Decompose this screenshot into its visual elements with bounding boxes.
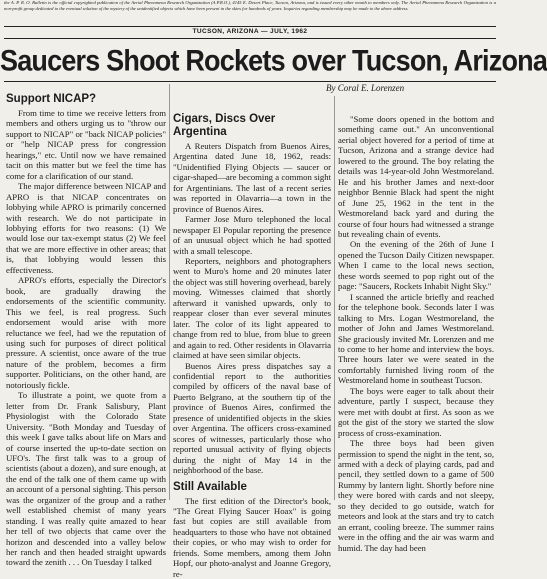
- paragraph: A Reuters Dispatch from Buenos Aires, Argentina dated June 18, 1962, reads: "Unidentified Flying Objects — saucer or cigar-shaped—are becoming a common sight for Argentinians. The last of a recent series was reported in Olavarria—a town in the province of Buenos Aires.: [173, 141, 331, 214]
- headline: Saucers Shoot Rockets over Tucson, Arizona: [0, 42, 500, 81]
- masthead-note: the A. P. R. O. Bulletin is the official copyrighted publication of the Aerial Phenomena Research Organization (A.P.R.O.), 4145 E. Desert Place, Tucson, Arizona, and is issued every other month to members only. The Aerial Phenomena Research Organization is a non-profit group dedicated to the eventual solution of the mystery of the unidentified objects which have been present in the skies for hundreds of years. Inquiries regarding membership may be made to the above address.: [4, 0, 496, 26]
- article-support-nicap: [6, 93, 166, 500]
- paragraph: On the evening of the 26th of June I opened the Tucson Daily Citizen newspaper. When I came to the local news section, these words seemed to pop right out of the page: "Saucers, Rockets Inhabit Night Sky.": [338, 239, 494, 291]
- paragraph: Farmer Jose Muro telephoned the local newspaper El Popular reporting the presence of an unusual object which he had spotted with a small telescope.: [173, 214, 331, 256]
- article-cigars-discs: [173, 113, 331, 500]
- paragraph: The boys were eager to talk about their adventure, partly I suspect, because they were met with doubt at first. As soon as we got the gist of the story we started the slow process of cross-examination.: [338, 386, 494, 438]
- section-title: Cigars, Discs Over Argentina: [173, 113, 331, 139]
- paragraph: From time to time we receive letters from members and others urging us to "throw our support to NICAP" or "back NICAP policies" or "help NICAP press for congression hearings," etc. Until now we have remained tacit on this matter but we feel the time has come for a clarification of our stand.: [6, 108, 166, 181]
- column-divider: [169, 84, 170, 500]
- issue-divider: [4, 38, 496, 39]
- article-body: [173, 141, 331, 476]
- article-body: [338, 114, 494, 553]
- article-body: [173, 496, 331, 579]
- paragraph: To illustrate a point, we quote from a letter from Dr. Frank Salisbury, Plant Physiologist with the Colorado State University. "Both Monday and Tuesday of this week I gave talks about life on Mars and of course inserted the up-to-date section on UFO's. The first talk was to a group of scientists (about a dozen), and sure enough, at the end of the talk one of them came up with an account of a personal sighting. This person was the organizer of the group and a rather well established chemist of many years standing. I was really quite amazed to hear her tell of two objects that came over the horizon and descended into a valley below her ranch and then headed straight upwards toward the zenith . . . On Tuesday I talked: [6, 390, 166, 568]
- section-title: Still Available: [173, 481, 331, 494]
- article-body: [6, 108, 166, 568]
- paragraph: Buenos Aires press dispatches say a confidential report to the authorities compiled by officers of the naval base of Puerto Belgrano, at the southern tip of the province of Buenos Aires, confirmed the presence of unidentified objects in the skies over Argentina. The officers cross-examined scores of witnesses, particularly those who reported unusual activity of flying objects during the night of May 14 in the neighborhood of the base.: [173, 361, 331, 476]
- byline: By Coral E. Lorenzen: [326, 83, 404, 93]
- headline-divider: [4, 81, 496, 82]
- paragraph: APRO's efforts, especially the Director's book, are gradually drawing the endorsements of the scientific community. This we feel, is real progress. Such endorsement would arise with more reluctance we feel, had we the reputation of using such for purposes of direct political pressure. A scientist, once aware of the true nature of the problem, becomes a firm supporter. Politicians, on the other hand, are notoriously fickle.: [6, 275, 166, 390]
- paragraph: The major difference between NICAP and APRO is that NICAP concentrates on lobbying while APRO is primarily concerned with research. We do not participate in lobbying efforts for two reasons: (1) We would lose our tax-exempt status (2) We feel that we are more effective in other areas; that is, that lobbying would lessen this effectiveness.: [6, 181, 166, 275]
- article-saucers-shoot-rockets: [338, 114, 494, 500]
- issue-line: TUCSON, ARIZONA — JULY, 1962: [0, 27, 500, 37]
- paragraph: Reporters, neighbors and photographers went to Muro's home and 20 minutes later the object was still hovering overhead, barely moving. Witnesses claimed that shortly afterward it vanished upwards, only to reappear closer than ever several minutes later. The color of its light appeared to change from red to blue, from blue to green and again to red. Other residents in Olavarria claimed at have seen similar objects.: [173, 256, 331, 361]
- paragraph: The three boys had been given permission to spend the night in the tent, so, armed with a deck of playing cards, pad and pencil, they settled down to a game of 500 Rummy by lantern light. Shortly before nine they were bored with cards and not sleepy, so they decided to go outside, watch for meteors and look at the stars and try to catch an errant, cooling breeze. The summer rains were in the offing and the air was warm and humid. The day had been: [338, 438, 494, 553]
- column-divider: [334, 96, 335, 500]
- section-title: Support NICAP?: [6, 93, 166, 106]
- paragraph: "Some doors opened in the bottom and something came out." An unconventional aerial object hovered for a period of time at Tucson, Arizona and a strange device had lowered to the ground. The boy relating the details was 14-year-old John Westmoreland. He and his brother James and next-door neighbor Bennie Black had spent the night of June 25, 1962 in the tent in the Westmoreland back yard and during the course of four hours had witnessed a strange but revealing chain of events.: [338, 114, 494, 239]
- paragraph: I scanned the article briefly and reached for the telephone book. Seconds later I was talking to Mrs. Logan Westmoreland, the mother of John and James Westmoreland. She graciously invited Mr. Lorenzen and me to come to her home and interview the boys. Three hours later we were seated in the comfortably furnished living room of the Westmoreland home in southeast Tucson.: [338, 292, 494, 386]
- paragraph: The first edition of the Director's book, "The Great Flying Saucer Hoax" is going fast but copies are still available from headquarters to those who have not obtained their copies, or who may wish to order for friends. Some members, among them John Hopf, our photo-analyst and Joanne Gregory, re-: [173, 496, 331, 579]
